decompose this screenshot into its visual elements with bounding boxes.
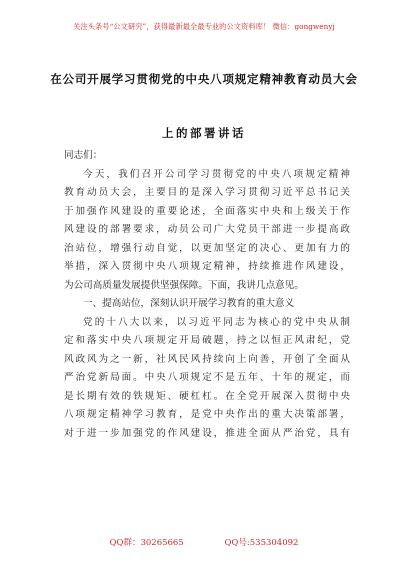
qq-number-text: QQ号:535304092 <box>224 538 299 548</box>
document-title: 在公司开展学习贯彻党的中央八项规定精神教育动员大会 <box>50 72 358 86</box>
section-heading: 一、提高站位，深刻认识开展学习教育的重大意义 <box>83 298 295 309</box>
body-line: 严治党新局面。中央八项规定不是五年、十年的规定，而 <box>64 372 350 383</box>
qq-group-text: QQ群：30265665 <box>109 538 184 548</box>
body-line: 于加强作风建设的重要论述，全面落实中央和上级关于作 <box>64 205 350 217</box>
body-line: 对于进一步加强党的作风建设，推进全面从严治党，具有 <box>64 427 350 439</box>
document-body <box>64 147 350 443</box>
body-line: 为公司高质量发展提供坚强保障。下面，我讲几点意见。 <box>64 279 304 291</box>
footer-contact <box>0 536 408 548</box>
body-line: 今天，我们召开公司学习贯彻党的中央八项规定精神 <box>83 168 350 180</box>
body-line: 八项规定精神学习教育，是党中央作出的重大决策部署， <box>64 409 350 420</box>
salutation: 同志们： <box>64 150 103 161</box>
header-banner: 关注头条号“公文研究”，获得最新最全最专业的公文资料库！ 微信：gongwenyj <box>73 22 335 31</box>
body-line: 风建设的部署要求，动员公司广大党员干部进一步提高政 <box>64 224 350 235</box>
body-line: 举措，深入贯彻中央八项规定精神，持续推进作风建设， <box>64 261 350 272</box>
body-line: 教育动员大会，主要目的是深入学习贯彻习近平总书记关 <box>64 187 350 198</box>
body-line: 党的十八大以来，以习近平同志为核心的党中央从制 <box>83 316 350 328</box>
body-line: 风政风为之一新，社风民风持续向上向善，开创了全面从 <box>64 353 350 365</box>
body-line: 是长期有效的铁规矩、硬杠杠。在全党开展深入贯彻中央 <box>64 390 350 402</box>
document-subtitle: 上的部署讲话 <box>162 126 246 140</box>
body-line: 定和落实中央八项规定开局破题，持之以恒正风肃纪，党 <box>64 335 350 346</box>
body-line: 治站位，增强行动自觉，以更加坚定的决心、更加有力的 <box>64 242 350 254</box>
